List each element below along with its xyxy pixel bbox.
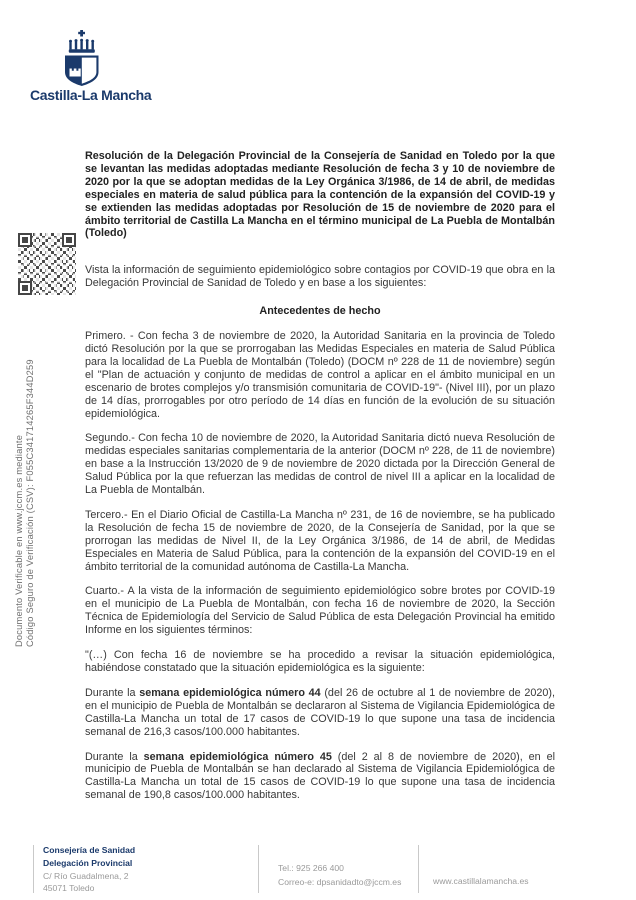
csv-verification-text <box>14 299 36 647</box>
qr-finder-icon <box>18 233 32 247</box>
footer-org-unit: Delegación Provincial <box>43 857 133 868</box>
footer-contact-block <box>278 861 401 889</box>
week-44-prefix: Durante la <box>85 686 140 699</box>
paragraph-quote: "(…) Con fecha 16 de noviembre se ha procedido a revisar la situación epidemiológica, habiéndose constatado que la situación epidemiológica es la siguiente: <box>85 649 555 674</box>
footer-address-block <box>43 844 135 895</box>
document-body <box>85 150 555 814</box>
qr-finder-icon <box>18 281 32 295</box>
qr-finder-icon <box>62 233 76 247</box>
footer-divider <box>33 845 34 893</box>
coat-of-arms-icon <box>62 30 102 86</box>
section-heading: Antecedentes de hecho <box>259 305 381 318</box>
footer-divider <box>418 845 419 893</box>
footer-org-name: Consejería de Sanidad <box>43 845 136 855</box>
footer-street: C/ Río Guadalmena, 2 <box>43 870 129 881</box>
footer-website: www.castillalamancha.es <box>433 876 529 886</box>
paragraph-primero: Primero. - Con fecha 3 de noviembre de 2020, la Autoridad Sanitaria en la provincia de Toledo dictó Resolución por la que se prorrogaban las Medidas Especiales en materia de Salud Pública para la localidad de La Puebla de Montalbán (Toledo) (DOCM nº 228 de 11 de noviembre) según el "Plan de actuación y conjunto de medidas de control a aplicar en el ámbito municipal en un escenario de brotes complejos y/o transmisión comunitaria de COVID-19"- (Nivel III), por un plazo de 14 días, prorrogables por otro período de 14 días en función de la evolución de su situación epidemiológica. <box>85 330 555 420</box>
paragraph-week-45 <box>85 751 555 803</box>
qr-code-icon <box>18 233 76 295</box>
week-45-prefix: Durante la <box>85 750 144 763</box>
paragraph-week-44 <box>85 687 555 739</box>
resolution-title: Resolución de la Delegación Provincial de la Consejería de Sanidad en Toledo por la que se levantan las medidas adoptadas mediante Resolución de fecha 3 y 10 de noviembre de 2020 por la que se adoptan medidas de la Ley Orgánica 3/1986, de 14 de abril, de medidas especiales en materia de salud pública para la contención de la expansión del COVID-19 y se extienden las medidas adoptadas por Resolución de 15 de noviembre de 2020 para el ámbito territorial de Castilla La Mancha en el término municipal de La Puebla de Montalbán (Toledo) <box>85 150 555 240</box>
week-44-label: semana epidemiológica número 44 <box>139 686 321 699</box>
week-44-detail: (del 26 de octubre al 1 de noviembre de 2020), en el municipio de Puebla de Montalbán se declararon al Sistema de Vigilancia Epidemiológica de Castilla-La Mancha un total de 17 casos de COVID-19 lo que supone una tasa de incidencia semanal de 216,3 casos/100.000 habitantes. <box>85 686 555 738</box>
csv-line-2: Código Seguro de Verificación (CSV): F055C341714265F344D259 <box>25 359 35 647</box>
paragraph-segundo: Segundo.- Con fecha 10 de noviembre de 2020, la Autoridad Sanitaria dictó nueva Resolución de medidas especiales sanitarias complementaria de la anterior (DOCM nº 228, de 11 de noviembre) en base a la Instrucción 13/2020 de 9 de noviembre de 2020 dictada por la Dirección General de Salud Pública por la que refuerzan las medidas de control de nivel III a aplicar en la localidad de La Puebla de Montalbán. <box>85 432 555 497</box>
csv-line-1: Documento Verificable en www.jccm.es mediante <box>14 434 24 647</box>
page-footer <box>0 843 636 900</box>
footer-phone: Tel.: 925 266 400 <box>278 863 344 873</box>
logo-wordmark: Castilla-La Mancha <box>30 87 152 103</box>
week-45-detail: (del 2 al 8 de noviembre de 2020), en el municipio de Puebla de Montalbán se han declarado al Sistema de Vigilancia Epidemiológica de Castilla-La Mancha un total de 15 casos de COVID-19 lo que supone una tasa de incidencia semanal de 190,8 casos/100.000 habitantes. <box>85 750 555 802</box>
footer-city: 45071 Toledo <box>43 883 95 894</box>
footer-email: Correo-e: dpsanidadto@jccm.es <box>278 877 402 887</box>
footer-divider <box>258 845 259 893</box>
castilla-la-mancha-logo <box>30 30 210 103</box>
paragraph-tercero: Tercero.- En el Diario Oficial de Castilla-La Mancha nº 231, de 16 de noviembre, se ha publicado la Resolución de fecha 15 de noviembre de 2020, de la Consejería de Sanidad, por la que se prorrogan las medidas de Nivel II, de la Ley Orgánica 3/1986, de 14 de abril, de Medidas Especiales en Materia de Salud Pública, para la contención de la expansión del COVID-19 en el ámbito territorial de la comunidad autónoma de Castilla-La Mancha. <box>85 508 555 573</box>
week-45-label: semana epidemiológica número 45 <box>143 750 332 763</box>
intro-paragraph: Vista la información de seguimiento epidemiológico sobre contagios por COVID-19 que obra en la Delegación Provincial de Sanidad de Toledo y en base a los siguientes: <box>85 264 555 290</box>
paragraph-cuarto: Cuarto.- A la vista de la información de seguimiento epidemiológico sobre brotes por COVID-19 en el municipio de La Puebla de Montalbán, con fecha 16 de noviembre de 2020, la Sección Técnica de Epidemiología del Servicio de Salud Pública de esta Delegación Provincial ha emitido Informe en los siguientes términos: <box>85 585 555 637</box>
